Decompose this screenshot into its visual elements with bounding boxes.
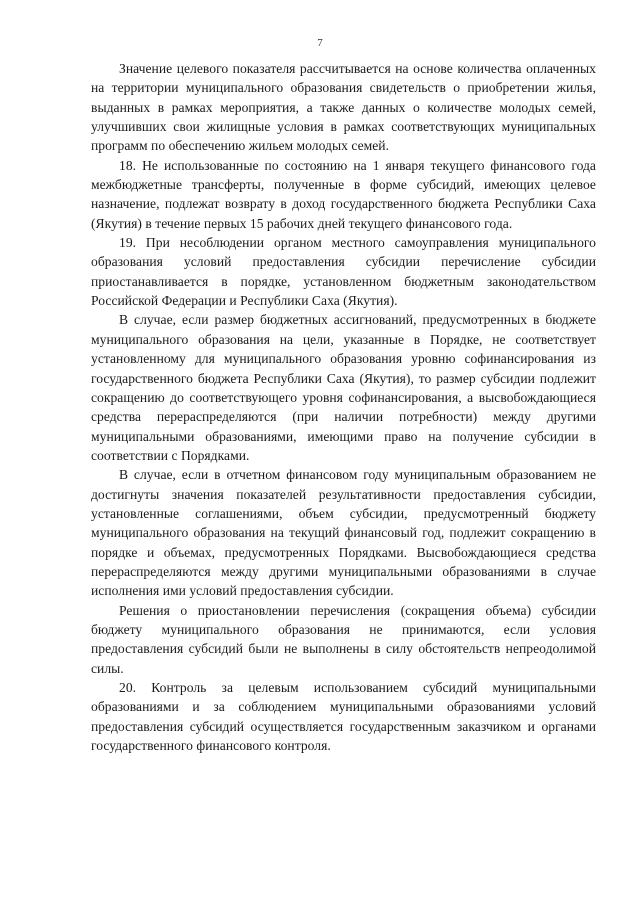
paragraph-18-unused-transfers: 18. Не использованные по состоянию на 1 января текущего финансового года межбюджетные трансферты, полученные в форме субсидий, имеющих целевое назначение, подлежат возврату в доход государственного бюджета Республики Саха (Якутия) в течение первых 15 рабочих дней текущего финансового года. <box>91 157 596 231</box>
paragraph-target-indicator: Значение целевого показателя рассчитывается на основе количества оплаченных на территории муниципального образования свидетельств о приобретении жилья, выданных в рамках мероприятия, а также данных о количестве молодых семей, улучшивших свои жилищные условия в рамках соответствующих муниципальных программ по обеспечению жильем молодых семей. <box>91 61 596 154</box>
paragraph-performance-reduction: В случае, если в отчетном финансовом году муниципальным образованием не достигнуты значения показателей результативности предоставления субсидии, установленные соглашениями, объем субсидии, предусмотренный бюджету муниципального образования на текущий финансовый год, подлежит сокращению в порядке и объемах, предусмотренных Порядками. Высвобождающиеся средства перераспределяются между другими муниципальными образованиями в случае исполнения ими условий предоставления субсидии. <box>91 467 596 599</box>
paragraph-19-suspension: 19. При несоблюдении органом местного самоуправления муниципального образования условий предоставления субсидии перечисление субсидии приостанавливается в порядке, установленном бюджетным законодательством Российской Федерации и Республики Саха (Якутия). <box>91 235 596 309</box>
paragraph-force-majeure: Решения о приостановлении перечисления (сокращения объема) субсидии бюджету муниципального образования не принимаются, если условия предоставления субсидий были не выполнены в силу обстоятельств непреодолимой силы. <box>91 602 596 676</box>
paragraph-20-control: 20. Контроль за целевым использованием субсидий муниципальными образованиями и за соблюдением муниципальными образованиями условий предоставления субсидий осуществляется государственным заказчиком и органами государственного финансового контроля. <box>91 680 596 754</box>
paragraph-cofinancing-reduction: В случае, если размер бюджетных ассигнований, предусмотренных в бюджете муниципального образования на цели, указанные в Порядке, не соответствует установленному для муниципального образования уровню софинансирования из государственного бюджета Республики Саха (Якутия), то размер субсидии подлежит сокращению до соответствующего уровня софинансирования, а высвобождающиеся средства перераспределяются (при наличии потребности) между другими муниципальными образованиями, имеющими право на получение субсидии в соответствии с Порядками. <box>91 312 596 463</box>
page-number: 7 <box>317 37 323 49</box>
document-body <box>91 59 596 755</box>
